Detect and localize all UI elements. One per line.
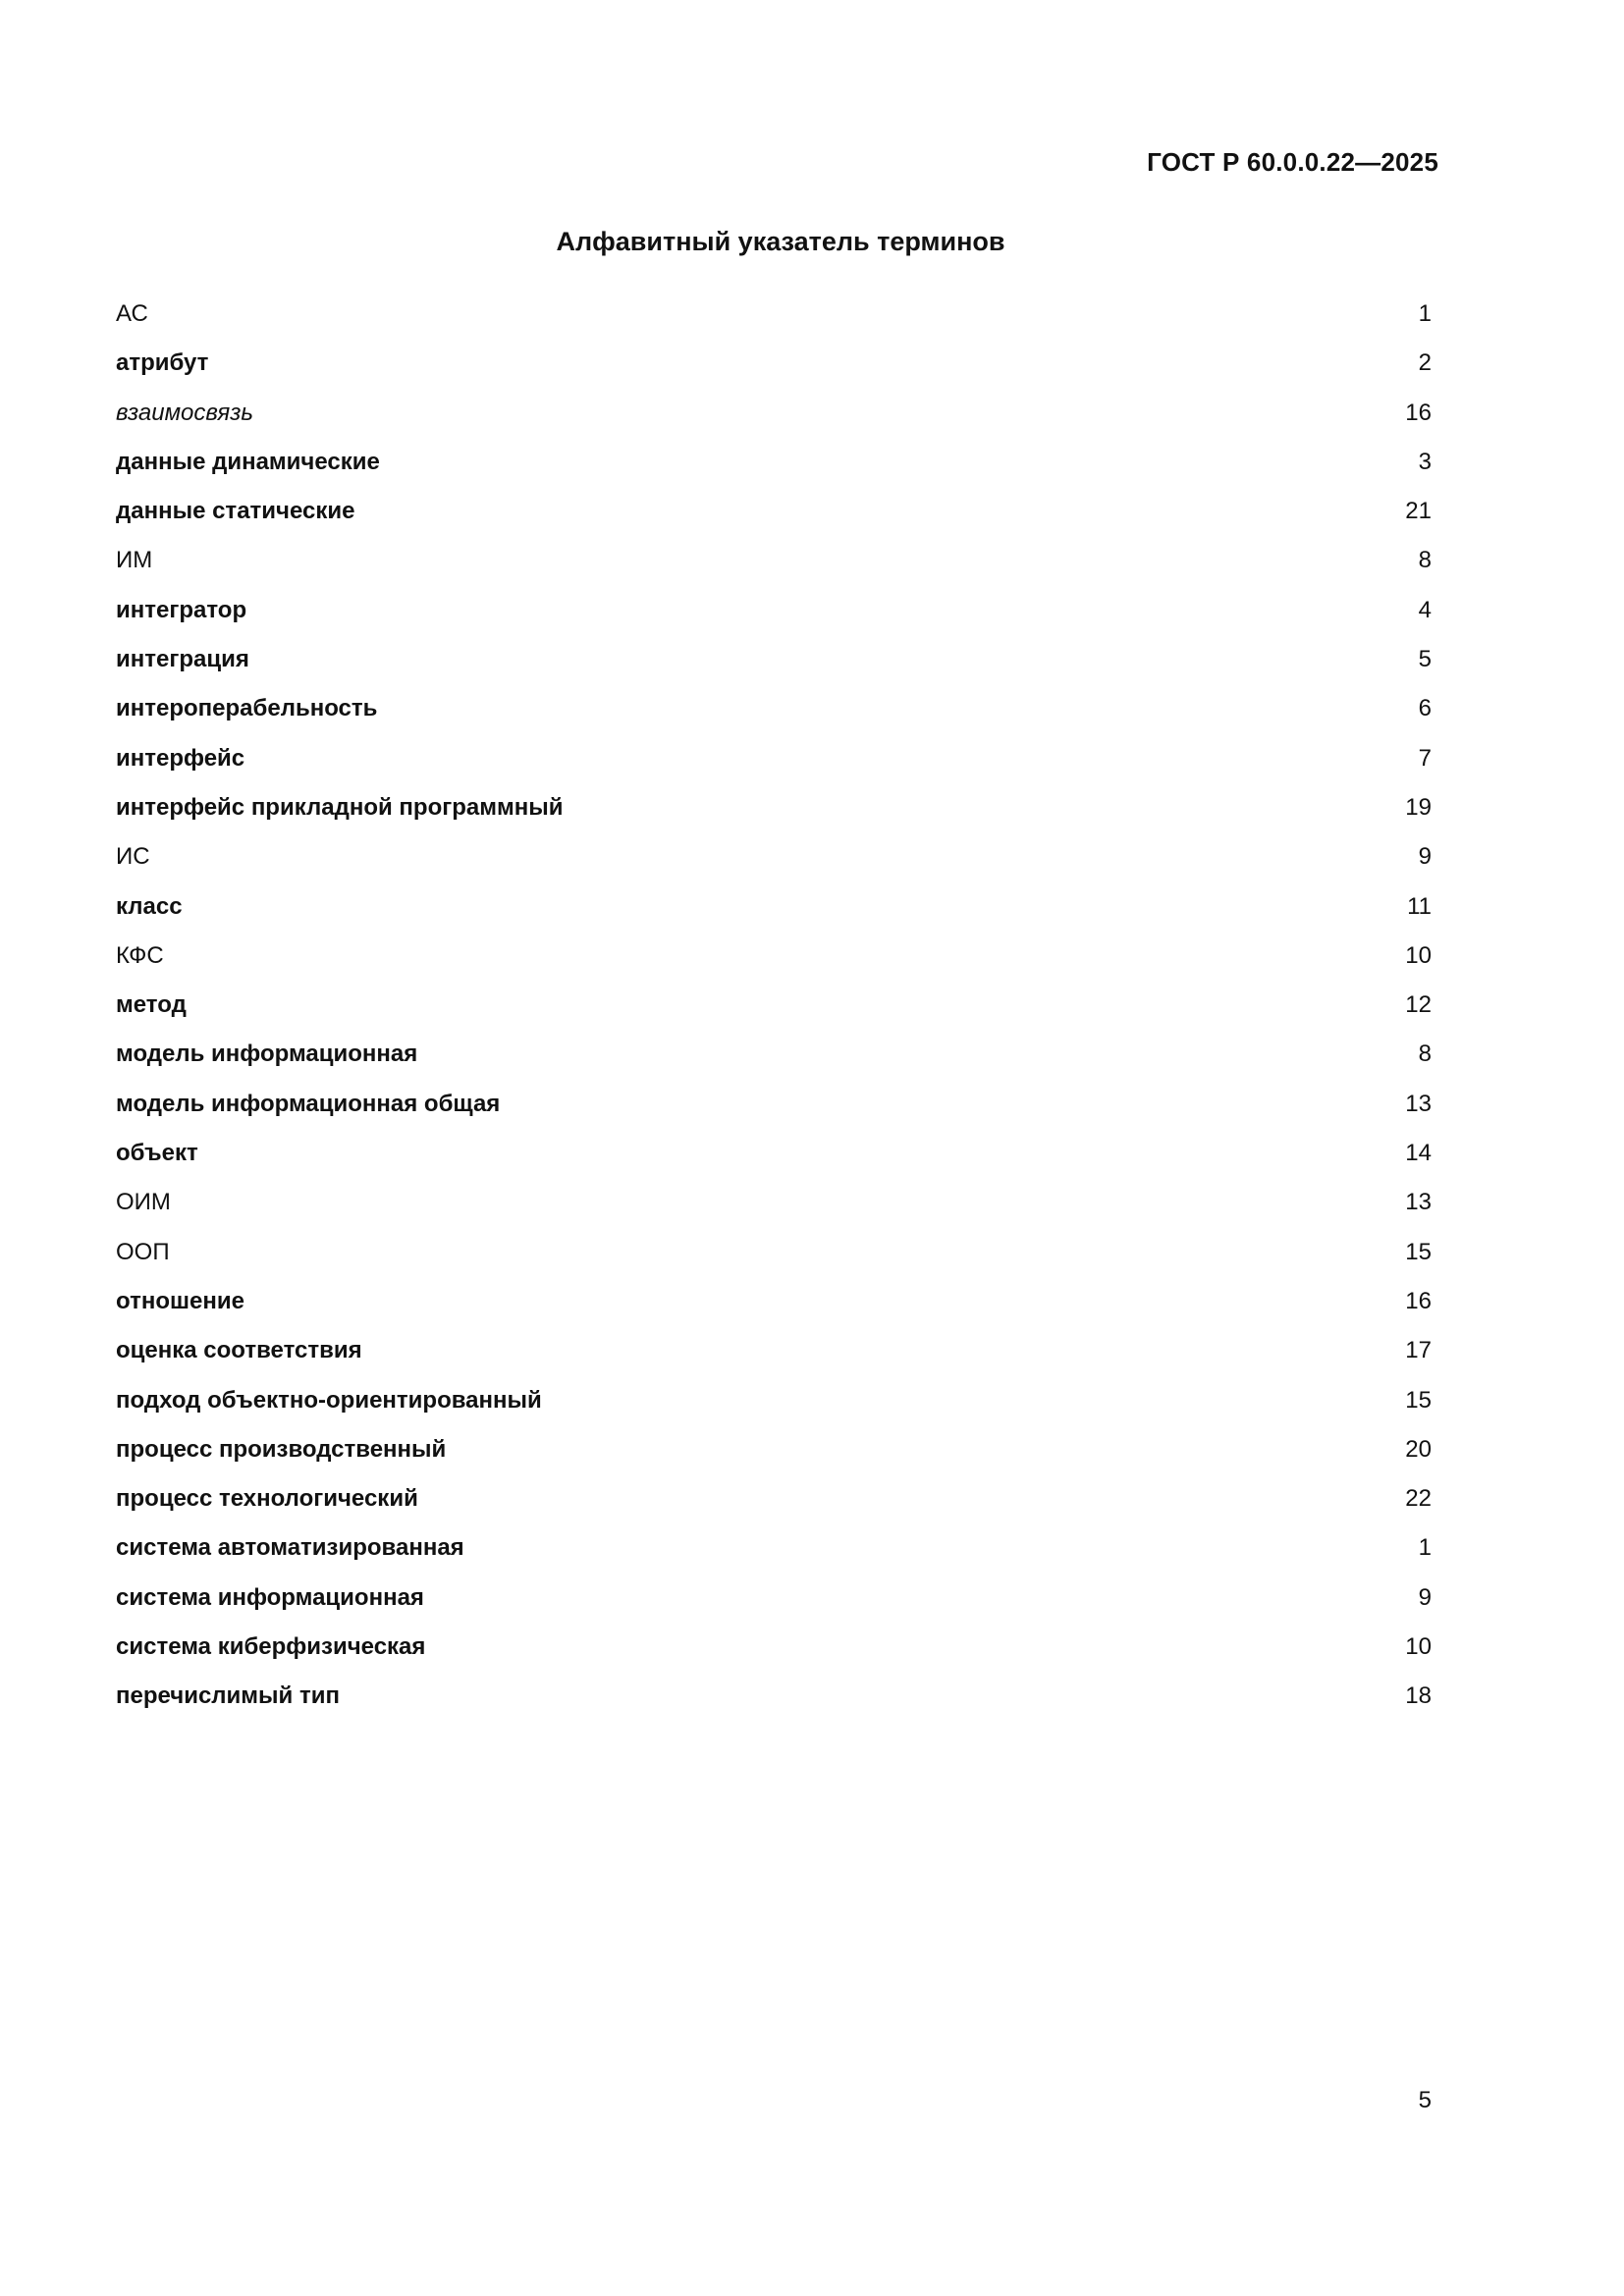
index-term: взаимосвязь [116, 399, 253, 426]
index-entry [116, 597, 1432, 646]
index-entry [116, 893, 1432, 942]
index-term-number: 21 [1405, 498, 1432, 525]
index-term: класс [116, 892, 183, 920]
index-term: система автоматизированная [116, 1534, 464, 1562]
index-term: ООП [116, 1238, 170, 1265]
index-term: атрибут [116, 349, 209, 377]
index-term-number: 13 [1405, 1090, 1432, 1117]
index-term-number: 12 [1405, 991, 1432, 1019]
index-term-number: 13 [1405, 1189, 1432, 1216]
index-entry [116, 942, 1432, 991]
index-term-number: 14 [1405, 1140, 1432, 1167]
index-term-number: 9 [1418, 1583, 1432, 1611]
index-term: модель информационная общая [116, 1090, 501, 1117]
index-term-number: 1 [1418, 300, 1432, 327]
index-term-number: 8 [1418, 1041, 1432, 1068]
index-entry [116, 1091, 1432, 1140]
index-entry [116, 1682, 1432, 1732]
index-term-number: 9 [1418, 843, 1432, 871]
index-entry [116, 1436, 1432, 1485]
index-entry [116, 349, 1432, 399]
index-term: интерфейс [116, 744, 245, 772]
index-term: метод [116, 991, 187, 1019]
index-term: АС [116, 300, 148, 327]
index-term: интеграция [116, 646, 249, 673]
index-entry [116, 1485, 1432, 1534]
index-term-number: 2 [1418, 349, 1432, 377]
index-entry [116, 498, 1432, 547]
index-term: объект [116, 1140, 198, 1167]
index-term: КФС [116, 941, 164, 969]
index-entry [116, 1584, 1432, 1633]
index-term-number: 16 [1405, 399, 1432, 426]
index-term: оценка соответствия [116, 1337, 362, 1364]
index-entry [116, 1633, 1432, 1682]
index-term: ОИМ [116, 1189, 171, 1216]
index-entry [116, 300, 1432, 349]
index-term-number: 19 [1405, 793, 1432, 821]
index-term: модель информационная [116, 1041, 418, 1068]
page-number: 5 [1418, 2087, 1432, 2113]
index-term: отношение [116, 1287, 244, 1314]
index-entry [116, 794, 1432, 843]
index-term: процесс технологический [116, 1485, 418, 1513]
index-term-number: 17 [1405, 1337, 1432, 1364]
index-term: данные статические [116, 498, 355, 525]
document-code-header: ГОСТ Р 60.0.0.22—2025 [1147, 147, 1438, 177]
term-index-list [116, 300, 1432, 1733]
index-term: ИМ [116, 547, 153, 574]
index-term: система информационная [116, 1583, 424, 1611]
index-entry [116, 695, 1432, 744]
index-term-number: 11 [1407, 892, 1432, 920]
index-term: ИС [116, 843, 150, 871]
index-term-number: 15 [1405, 1386, 1432, 1414]
index-term: перечислимый тип [116, 1682, 340, 1710]
index-entry [116, 1288, 1432, 1337]
index-entry [116, 400, 1432, 449]
index-term-number: 15 [1405, 1238, 1432, 1265]
index-entry [116, 1041, 1432, 1090]
index-entry [116, 646, 1432, 695]
index-entry [116, 1387, 1432, 1436]
index-term: интерфейс прикладной программный [116, 793, 564, 821]
index-term-number: 8 [1418, 547, 1432, 574]
index-entry [116, 1189, 1432, 1238]
index-entry [116, 991, 1432, 1041]
index-entry [116, 745, 1432, 794]
index-term: интегратор [116, 596, 247, 623]
index-term: данные динамические [116, 448, 380, 475]
page-title: Алфавитный указатель терминов [556, 227, 1005, 256]
index-term-number: 20 [1405, 1435, 1432, 1463]
index-term-number: 22 [1405, 1485, 1432, 1513]
index-term-number: 10 [1405, 941, 1432, 969]
index-entry [116, 1337, 1432, 1386]
index-entry [116, 449, 1432, 498]
index-term-number: 6 [1418, 695, 1432, 722]
index-term: система киберфизическая [116, 1633, 426, 1661]
index-entry [116, 1239, 1432, 1288]
index-term: процесс производственный [116, 1435, 447, 1463]
index-term-number: 7 [1418, 744, 1432, 772]
index-entry [116, 1534, 1432, 1583]
index-term-number: 4 [1418, 596, 1432, 623]
index-entry [116, 547, 1432, 596]
index-term-number: 18 [1405, 1682, 1432, 1710]
index-term-number: 5 [1418, 646, 1432, 673]
index-term: интероперабельность [116, 695, 378, 722]
index-term: подход объектно-ориентированный [116, 1386, 542, 1414]
index-term-number: 3 [1418, 448, 1432, 475]
index-entry [116, 843, 1432, 892]
index-term-number: 1 [1418, 1534, 1432, 1562]
index-term-number: 16 [1405, 1287, 1432, 1314]
index-term-number: 10 [1405, 1633, 1432, 1661]
index-entry [116, 1140, 1432, 1189]
